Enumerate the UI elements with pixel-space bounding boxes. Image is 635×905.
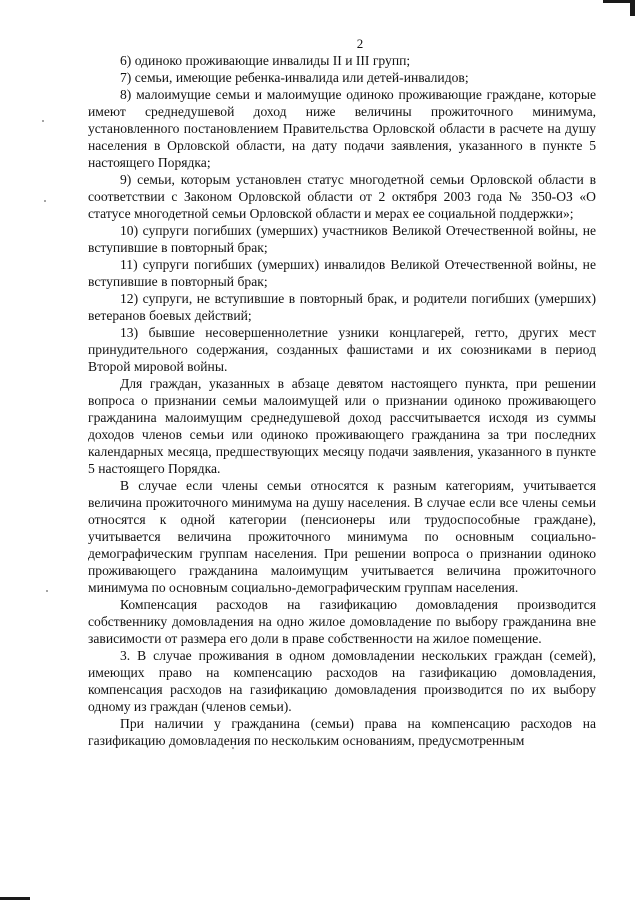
list-item-7: 7) семьи, имеющие ребенка-инвалида или детей-инвалидов;: [120, 70, 469, 85]
list-item-9: 9) семьи, которым установлен статус многодетной семьи Орловской области в соответствии с Законом Орловской области от 2 октября 2003 года № 350-ОЗ «О статусе многодетной семьи Орловской области и мерах ее социальной поддержки»;: [88, 172, 596, 221]
scan-edge-mark-bottom-left: [0, 897, 30, 900]
scan-speck: [44, 200, 46, 202]
paragraph-multiple-grounds: При наличии у гражданина (семьи) права на компенсацию расходов на газификацию домовладения по нескольким основаниям, предусмотренным: [88, 716, 596, 748]
scan-speck: [42, 120, 44, 122]
document-body: [88, 52, 596, 749]
paragraph-clause-3: 3. В случае проживания в одном домовладении нескольких граждан (семей), имеющих право на компенсацию расходов на газификацию домовладения, компенсация расходов на газификацию домовладения производится по их выбору одному из граждан (членов семьи).: [88, 648, 596, 714]
paragraph-compensation-owner: Компенсация расходов на газификацию домовладения производится собственнику домовладения на одно жилое домовладение по выбору гражданина вне зависимости от размера его доли в праве собственности на жилое помещение.: [88, 597, 596, 646]
list-item-12: 12) супруги, не вступившие в повторный брак, и родители погибших (умерших) ветеранов боевых действий;: [88, 291, 596, 323]
list-item-11: 11) супруги погибших (умерших) инвалидов Великой Отечественной войны, не вступившие в повторный брак;: [88, 257, 596, 289]
list-item-6: 6) одиноко проживающие инвалиды II и III групп;: [120, 53, 411, 68]
scan-speck: [46, 590, 48, 592]
page-number: 2: [356, 36, 364, 51]
list-item-10: 10) супруги погибших (умерших) участников Великой Отечественной войны, не вступившие в повторный брак;: [88, 223, 596, 255]
scan-edge-mark-top-right-tail: [630, 0, 635, 16]
list-item-13: 13) бывшие несовершеннолетние узники концлагерей, гетто, других мест принудительного содержания, созданных фашистами и их союзниками в период Второй мировой войны.: [88, 325, 596, 374]
list-item-8: 8) малоимущие семьи и малоимущие одиноко проживающие граждане, которые имеют среднедушевой доход ниже величины прожиточного минимума, установленного постановлением Правительства Орловской области в расчете на душу населения в Орловской области, на дату подачи заявления, указанного в пункте 5 настоящего Порядка;: [88, 87, 596, 170]
paragraph-subsistence-minimum: В случае если члены семьи относятся к разным категориям, учитывается величина прожиточного минимума на душу населения. В случае если все члены семьи относятся к одной категории (пенсионеры или трудоспособные граждане), учитывается величина прожиточного минимума по основным социально-демографическим группам населения. При решении вопроса о признании одиноко проживающего гражданина малоимущим учитывается величина прожиточного минимума по основным социально-демографическим группам населения.: [88, 478, 596, 595]
paragraph-income-calculation: Для граждан, указанных в абзаце девятом настоящего пункта, при решении вопроса о признании семьи малоимущей или о признании одиноко проживающего гражданина малоимущим среднедушевой доход рассчитывается исходя из суммы доходов членов семьи или одиноко проживающего гражданина за три последних календарных месяца, предшествующих месяцу подачи заявления, указанного в пункте 5 настоящего Порядка.: [88, 376, 596, 476]
